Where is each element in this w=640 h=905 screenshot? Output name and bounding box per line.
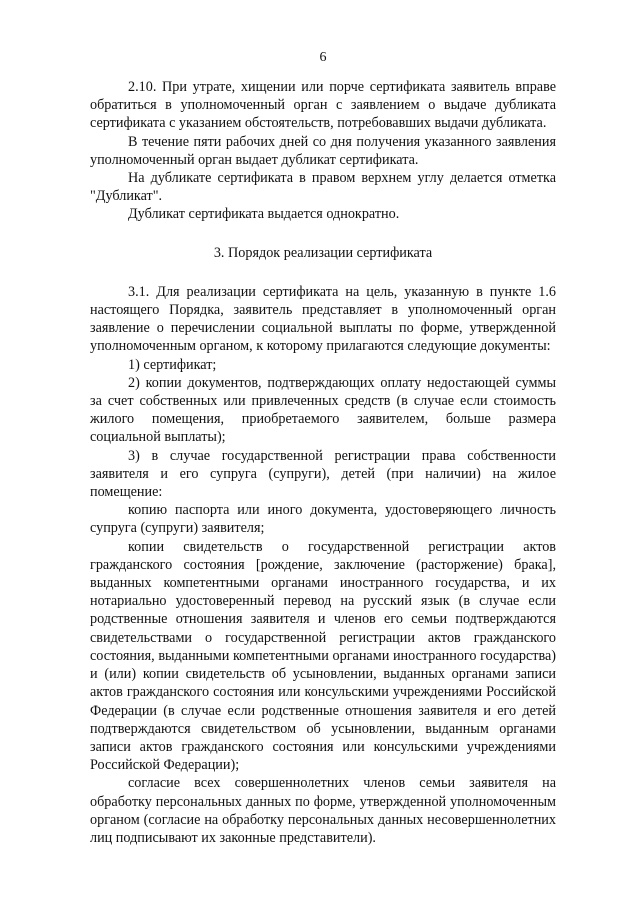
section-3-heading: 3. Порядок реализации сертификата (213, 244, 433, 261)
paragraph-3-1: 3.1. Для реализации сертификата на цель, указанную в пункте 1.6 настоящего Порядка, заявитель представляет в уполномоченный орган заявление о перечислении социальной выплаты по форме, утвержденной уполномоченным органом, к которому прилагаются следующие документы: (90, 283, 556, 355)
list-item-consent: согласие всех совершеннолетних членов семьи заявителя на обработку персональных данных по форме, утвержденной уполномоченным органом (согласие на обработку персональных данных несовершеннолетних лиц подписывают их законные представители). (90, 775, 556, 846)
paragraph-duplicate-term: В течение пяти рабочих дней со дня получения указанного заявления уполномоченный орган выдает дубликат сертификата. (90, 133, 556, 168)
list-item-certificate: 1) сертификат; (128, 356, 217, 373)
paragraph-duplicate-once: Дубликат сертификата выдается однократно. (128, 206, 400, 223)
page-number: 6 (319, 50, 327, 65)
list-item-civil-certificates: копии свидетельств о государственной регистрации актов гражданского состояния [рождение, заключение (расторжение) брака], выданных компетентными органами иностранного государства, и их нотариально удостоверенный перевод на русский язык (в случае если родственные отношения заявителя и членов его семьи подтверждаются свидетельствами о государственной регистрации актов гражданского состояния, выданными компетентными органами иностранного государства) и (или) копии свидетельств об усыновлении, выданных органами записи актов гражданского состояния или консульскими учреждениями Российской Федерации (в случае если родственные отношения заявителя и его детей подтверждаются свидетельством об усыновлении, выданным органами записи актов гражданского состояния или консульскими учреждениями Российской Федерации); (90, 538, 556, 774)
list-item-state-registration: 3) в случае государственной регистрации права собственности заявителя и его супруга (супруги), детей (при наличии) на жилое помещение: (90, 447, 556, 501)
list-item-payment-docs: 2) копии документов, подтверждающих оплату недостающей суммы за счет собственных или привлеченных средств (в случае если стоимость жилого помещения, приобретаемого заявителем, больше размера социальной выплаты); (90, 374, 556, 446)
paragraph-duplicate-mark: На дубликате сертификата в правом верхнем углу делается отметка "Дубликат". (90, 170, 556, 205)
paragraph-2-10: 2.10. При утрате, хищении или порче сертификата заявитель вправе обратиться в уполномоченный орган с заявлением о выдаче дубликата сертификата с указанием обстоятельств, потребовавших выдачи дубликата. (90, 79, 556, 132)
list-item-passport-copy: копию паспорта или иного документа, удостоверяющего личность супруга (супруги) заявителя; (90, 502, 556, 537)
